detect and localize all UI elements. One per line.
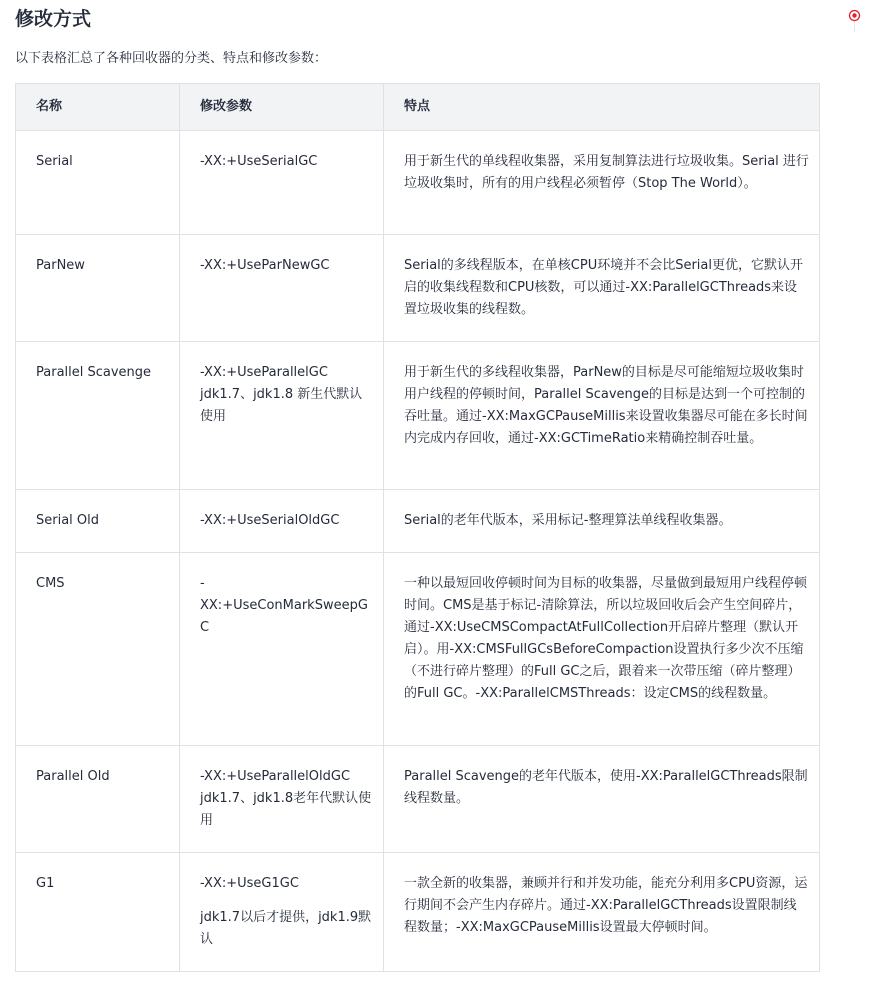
cell-params [180,553,384,746]
param-line: -XX:+UseParallelOldGC [200,769,351,784]
cell-features: 一款全新的收集器，兼顾并行和并发功能，能充分利用多CPU资源，运行期间不会产生内存碎片。通过-XX:ParallelGCThreads设置限制线程数量；-XX:MaxGCPauseMillis设置最大停顿时间。 [384,853,820,972]
table-row [16,553,820,746]
cell-name: ParNew [16,235,180,342]
cell-name: CMS [16,553,180,746]
cell-params [180,131,384,235]
table-row [16,490,820,553]
page-title: 修改方式 [15,8,92,30]
param-note: jdk1.7、jdk1.8 新生代默认使用 [200,387,363,424]
param-line: -XX:+UseParNewGC [200,258,330,273]
cell-name: Serial Old [16,490,180,553]
param-line: -XX:+UseParallelGC [200,365,328,380]
cell-features: 用于新生代的单线程收集器，采用复制算法进行垃圾收集。Serial 进行垃圾收集时，所有的用户线程必须暂停（Stop The World）。 [384,131,820,235]
header-features: 特点 [384,84,820,131]
param-line: -XX:+UseSerialOldGC [200,513,340,528]
header-name: 名称 [16,84,180,131]
cell-params [180,746,384,853]
cell-name: Parallel Old [16,746,180,853]
cell-params [180,235,384,342]
cell-features: Serial的多线程版本，在单核CPU环境并不会比Serial更优，它默认开启的收集线程数和CPU核数，可以通过-XX:ParallelGCThreads来设置垃圾收集的线程数。 [384,235,820,342]
cell-params [180,342,384,490]
param-line: XX:+UseConMarkSweepG [200,598,368,613]
cell-features: Serial的老年代版本，采用标记-整理算法单线程收集器。 [384,490,820,553]
param-note: jdk1.7、jdk1.8老年代默认使用 [200,791,372,828]
table-row [16,342,820,490]
cell-name: G1 [16,853,180,972]
param-line: - [200,576,205,591]
param-line: -XX:+UseSerialGC [200,154,318,169]
table-row [16,746,820,853]
param-line: -XX:+UseG1GC [200,876,299,891]
param-line: C [200,620,210,635]
table-row [16,131,820,235]
param-note: jdk1.7以后才提供，jdk1.9默认 [200,910,372,947]
table-row [16,853,820,972]
cell-name: Serial [16,131,180,235]
header-params: 修改参数 [180,84,384,131]
cell-features: Parallel Scavenge的老年代版本，使用-XX:ParallelGCThreads限制线程数量。 [384,746,820,853]
gc-collector-table [15,83,820,972]
cell-features: 一种以最短回收停顿时间为目标的收集器，尽量做到最短用户线程停顿时间。CMS是基于标记-清除算法，所以垃圾回收后会产生空间碎片，通过-XX:UseCMSCompactAtFullCollection开启碎片整理（默认开启）。用-XX:CMSFullGCsBeforeCompaction设置执行多少次不压缩（不进行碎片整理）的Full GC之后，跟着来一次带压缩（碎片整理）的Full GC。-XX:ParallelCMSThreads：设定CMS的线程数量。 [384,553,820,746]
cell-name: Parallel Scavenge [16,342,180,490]
table-row [16,235,820,342]
cell-features: 用于新生代的多线程收集器，ParNew的目标是尽可能缩短垃圾收集时用户线程的停顿时间，Parallel Scavenge的目标是达到一个可控制的吞吐量。通过-XX:MaxGCPauseMillis来设置收集器尽可能在多长时间内完成内存回收，通过-XX:GCTimeRatio来精确控制吞吐量。 [384,342,820,490]
param-spacer [200,895,373,907]
table-header-row [16,84,820,131]
cell-params [180,490,384,553]
cell-params [180,853,384,972]
target-icon[interactable] [848,8,861,32]
intro-text: 以下表格汇总了各种回收器的分类、特点和修改参数： [15,51,328,66]
